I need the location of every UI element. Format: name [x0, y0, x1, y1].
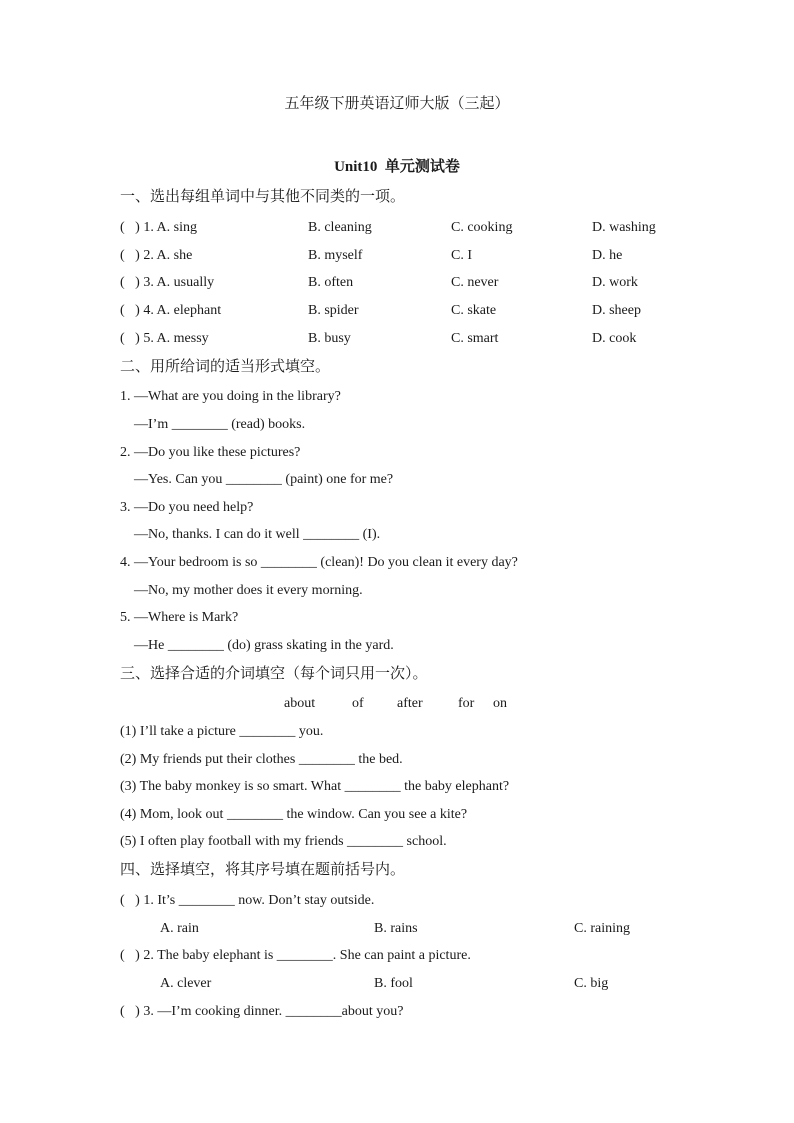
s2-line-6: —No, thanks. I can do it well ________ (I). — [120, 527, 381, 542]
s1-q5-option-d: D. cook — [592, 331, 637, 346]
s1-q1: ( ) 1. A. sing — [120, 220, 197, 235]
s2-line-7: 4. —Your bedroom is so ________ (clean)! Do you clean it every day? — [120, 555, 518, 570]
s1-q3-option-d: D. work — [592, 275, 638, 290]
section-2-heading: 二、用所给词的适当形式填空。 — [120, 359, 331, 375]
s2-line-4: —Yes. Can you ________ (paint) one for me? — [120, 472, 394, 487]
s3-line-1: (1) I’ll take a picture ________ you. — [120, 724, 324, 739]
s1-q4-option-d: D. sheep — [592, 303, 641, 318]
word-bank-item: for — [458, 696, 475, 711]
s2-line-3: 2. —Do you like these pictures? — [120, 445, 301, 460]
s3-line-5: (5) I often play football with my friends ________ school. — [120, 834, 447, 849]
s1-q5-option-c: C. smart — [451, 331, 499, 346]
s4-q2-stem: ( ) 2. The baby elephant is ________. She can paint a picture. — [120, 948, 471, 963]
s4-q1-stem: ( ) 1. It’s ________ now. Don’t stay outside. — [120, 893, 375, 908]
s2-line-1: 1. —What are you doing in the library? — [120, 389, 341, 404]
s1-q3-option-c: C. never — [451, 275, 499, 290]
s4-q1-option-a: A. rain — [160, 921, 199, 936]
s4-q3-stem: ( ) 3. —I’m cooking dinner. ________about you? — [120, 1004, 404, 1019]
s1-q4-option-b: B. spider — [308, 303, 359, 318]
s3-line-2: (2) My friends put their clothes ________ the bed. — [120, 752, 403, 767]
s1-q2-option-c: C. I — [451, 248, 472, 263]
page-title: 五年级下册英语辽师大版（三起） — [284, 96, 510, 112]
s1-q2-option-d: D. he — [592, 248, 623, 263]
s2-line-10: —He ________ (do) grass skating in the yard. — [120, 638, 394, 653]
page-subtitle: Unit10 单元测试卷 — [334, 159, 460, 175]
s1-q5: ( ) 5. A. messy — [120, 331, 209, 346]
s1-q2: ( ) 2. A. she — [120, 248, 193, 263]
s4-q2-option-b: B. fool — [374, 976, 413, 991]
section-4-heading: 四、选择填空，将其序号填在题前括号内。 — [120, 862, 406, 878]
s4-q1-option-c: C. raining — [574, 921, 630, 936]
word-bank-item: of — [352, 696, 364, 711]
s4-q2-option-c: C. big — [574, 976, 609, 991]
s1-q1-option-b: B. cleaning — [308, 220, 372, 235]
s2-line-5: 3. —Do you need help? — [120, 500, 254, 515]
s1-q3-option-b: B. often — [308, 275, 354, 290]
s1-q3: ( ) 3. A. usually — [120, 275, 215, 290]
word-bank-item: after — [397, 696, 423, 711]
s2-line-2: —I’m ________ (read) books. — [120, 417, 306, 432]
word-bank-item: about — [284, 696, 316, 711]
s2-line-9: 5. —Where is Mark? — [120, 610, 239, 625]
s1-q5-option-b: B. busy — [308, 331, 351, 346]
s2-line-8: —No, my mother does it every morning. — [120, 583, 363, 598]
s3-line-3: (3) The baby monkey is so smart. What ________ the baby elephant? — [120, 779, 510, 794]
s4-q1-option-b: B. rains — [374, 921, 418, 936]
s1-q4-option-c: C. skate — [451, 303, 497, 318]
word-bank-item: on — [493, 696, 507, 711]
s4-q2-option-a: A. clever — [160, 976, 212, 991]
s1-q1-option-c: C. cooking — [451, 220, 513, 235]
section-1-heading: 一、选出每组单词中与其他不同类的一项。 — [120, 189, 406, 205]
s1-q4: ( ) 4. A. elephant — [120, 303, 222, 318]
s1-q2-option-b: B. myself — [308, 248, 363, 263]
s3-line-4: (4) Mom, look out ________ the window. Can you see a kite? — [120, 807, 468, 822]
section-3-heading: 三、选择合适的介词填空（每个词只用一次）。 — [120, 666, 428, 682]
s1-q1-option-d: D. washing — [592, 220, 656, 235]
